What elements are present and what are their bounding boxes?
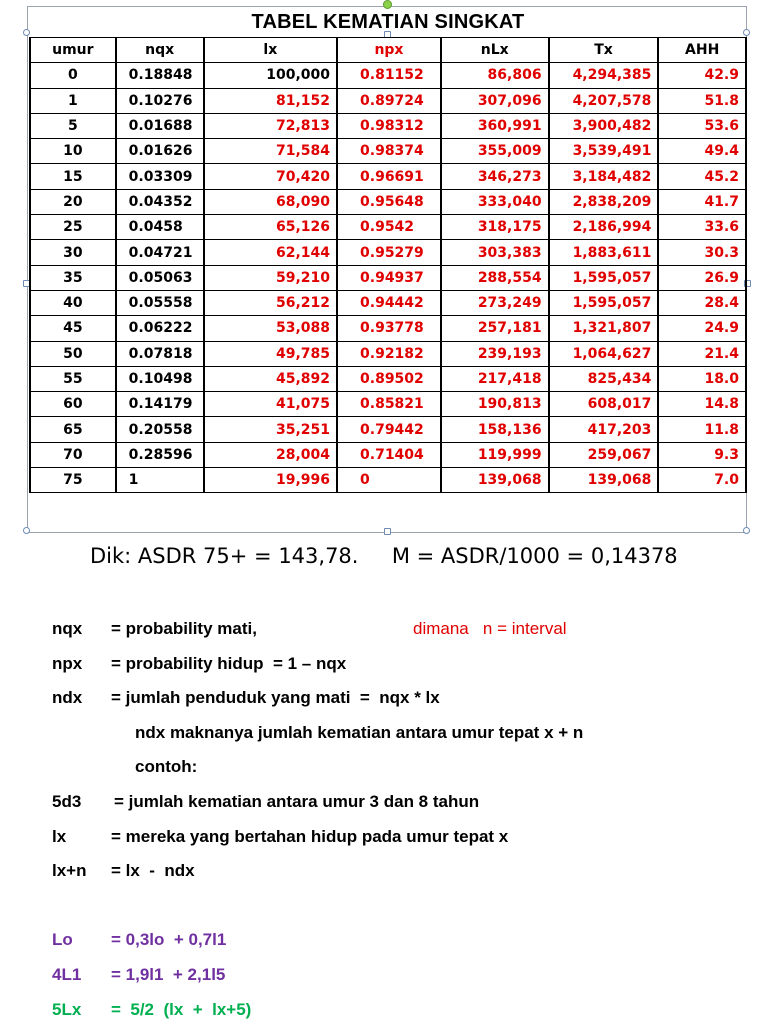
table-cell-tx: 825,434 bbox=[549, 366, 659, 391]
table-cell-umur: 45 bbox=[30, 316, 116, 341]
table-cell-umur: 40 bbox=[30, 290, 116, 315]
table-cell-nlx: 139,068 bbox=[441, 468, 549, 493]
table-cell-ahh: 51.8 bbox=[658, 88, 746, 113]
table-cell-nlx: 119,999 bbox=[441, 442, 549, 467]
table-cell-tx: 4,294,385 bbox=[549, 63, 659, 88]
rotate-handle[interactable] bbox=[383, 0, 392, 9]
table-cell-umur: 1 bbox=[30, 88, 116, 113]
table-cell-npx: 0.98312 bbox=[337, 113, 441, 138]
term: npx bbox=[52, 653, 83, 673]
table-cell-nqx: 0.04352 bbox=[116, 189, 204, 214]
table-cell-umur: 15 bbox=[30, 164, 116, 189]
term: 5Lx bbox=[52, 999, 82, 1019]
table-cell-ahh: 18.0 bbox=[658, 366, 746, 391]
table-cell-nlx: 355,009 bbox=[441, 139, 549, 164]
table-cell-nqx: 0.05063 bbox=[116, 265, 204, 290]
table-cell-umur: 5 bbox=[30, 113, 116, 138]
table-cell-lx: 28,004 bbox=[204, 442, 337, 467]
resize-handle-bottom-left[interactable] bbox=[23, 527, 30, 534]
table-cell-nqx: 0.28596 bbox=[116, 442, 204, 467]
table-row bbox=[30, 113, 746, 138]
table-cell-nqx: 0.14179 bbox=[116, 392, 204, 417]
equation: = probability hidup = 1 – nqx bbox=[111, 653, 347, 673]
table-cell-lx: 70,420 bbox=[204, 164, 337, 189]
text: contoh: bbox=[135, 757, 198, 777]
table-cell-tx: 4,207,578 bbox=[549, 88, 659, 113]
table-cell-nlx: 217,418 bbox=[441, 366, 549, 391]
table-header-row bbox=[30, 38, 746, 63]
table-cell-nlx: 360,991 bbox=[441, 113, 549, 138]
table-title: TABEL KEMATIAN SINGKAT bbox=[251, 11, 525, 33]
table-cell-nlx: 86,806 bbox=[441, 63, 549, 88]
table-cell-lx: 41,075 bbox=[204, 392, 337, 417]
table-cell-lx: 72,813 bbox=[204, 113, 337, 138]
table-cell-nlx: 257,181 bbox=[441, 316, 549, 341]
equation: = jumlah penduduk yang mati = nqx * lx bbox=[111, 688, 440, 708]
table-cell-ahh: 7.0 bbox=[658, 468, 746, 493]
table-cell-umur: 65 bbox=[30, 417, 116, 442]
table-cell-umur: 60 bbox=[30, 392, 116, 417]
table-cell-nlx: 333,040 bbox=[441, 189, 549, 214]
table-cell-npx: 0.94442 bbox=[337, 290, 441, 315]
table-cell-umur: 30 bbox=[30, 240, 116, 265]
table-cell-nqx: 0.10276 bbox=[116, 88, 204, 113]
table-cell-nqx: 0.07818 bbox=[116, 341, 204, 366]
table-row bbox=[30, 88, 746, 113]
table-cell-tx: 259,067 bbox=[549, 442, 659, 467]
table-row bbox=[30, 240, 746, 265]
table-cell-npx: 0.95648 bbox=[337, 189, 441, 214]
table-cell-lx: 71,584 bbox=[204, 139, 337, 164]
table-cell-nlx: 303,383 bbox=[441, 240, 549, 265]
table-cell-lx: 68,090 bbox=[204, 189, 337, 214]
term: 4L1 bbox=[52, 964, 82, 984]
table-cell-ahh: 26.9 bbox=[658, 265, 746, 290]
table-cell-lx: 56,212 bbox=[204, 290, 337, 315]
table-cell-ahh: 21.4 bbox=[658, 341, 746, 366]
table-cell-ahh: 45.2 bbox=[658, 164, 746, 189]
table-row bbox=[30, 290, 746, 315]
table-cell-npx: 0.9542 bbox=[337, 215, 441, 240]
table-cell-tx: 417,203 bbox=[549, 417, 659, 442]
table-cell-tx: 1,883,611 bbox=[549, 240, 659, 265]
table-cell-npx: 0.98374 bbox=[337, 139, 441, 164]
term: 5d3 bbox=[52, 791, 82, 811]
table-cell-lx: 81,152 bbox=[204, 88, 337, 113]
header-umur: umur bbox=[30, 38, 116, 63]
equation: = probability mati, bbox=[111, 619, 257, 638]
table-cell-lx: 19,996 bbox=[204, 468, 337, 493]
table-cell-lx: 49,785 bbox=[204, 341, 337, 366]
table-cell-ahh: 14.8 bbox=[658, 392, 746, 417]
table-cell-tx: 3,539,491 bbox=[549, 139, 659, 164]
table-cell-npx: 0.89724 bbox=[337, 88, 441, 113]
table-cell-ahh: 24.9 bbox=[658, 316, 746, 341]
table-cell-ahh: 53.6 bbox=[658, 113, 746, 138]
table-cell-lx: 35,251 bbox=[204, 417, 337, 442]
table-row bbox=[30, 316, 746, 341]
table-cell-tx: 2,186,994 bbox=[549, 215, 659, 240]
table-cell-npx: 0.94937 bbox=[337, 265, 441, 290]
header-npx: npx bbox=[337, 38, 441, 63]
equation: = lx - ndx bbox=[111, 861, 195, 881]
table-cell-lx: 59,210 bbox=[204, 265, 337, 290]
equation: = jumlah kematian antara umur 3 dan 8 tahun bbox=[114, 791, 480, 811]
table-cell-nqx: 1 bbox=[116, 468, 204, 493]
table-cell-umur: 20 bbox=[30, 189, 116, 214]
table-cell-ahh: 30.3 bbox=[658, 240, 746, 265]
header-ahh: AHH bbox=[658, 38, 746, 63]
table-cell-umur: 10 bbox=[30, 139, 116, 164]
table-row bbox=[30, 265, 746, 290]
header-tx: Tx bbox=[549, 38, 659, 63]
table-cell-ahh: 41.7 bbox=[658, 189, 746, 214]
table-cell-nqx: 0.01626 bbox=[116, 139, 204, 164]
equation: = 0,3lo + 0,7l1 bbox=[111, 930, 227, 950]
table-row bbox=[30, 341, 746, 366]
table-cell-nqx: 0.20558 bbox=[116, 417, 204, 442]
table-row bbox=[30, 139, 746, 164]
table-cell-umur: 25 bbox=[30, 215, 116, 240]
table-cell-lx: 100,000 bbox=[204, 63, 337, 88]
table-cell-umur: 0 bbox=[30, 63, 116, 88]
table-cell-nlx: 346,273 bbox=[441, 164, 549, 189]
table-cell-nqx: 0.05558 bbox=[116, 290, 204, 315]
table-cell-umur: 35 bbox=[30, 265, 116, 290]
table-cell-nlx: 273,249 bbox=[441, 290, 549, 315]
term: nqx bbox=[52, 619, 83, 638]
header-nlx: nLx bbox=[441, 38, 549, 63]
table-cell-ahh: 42.9 bbox=[658, 63, 746, 88]
table-cell-nqx: 0.03309 bbox=[116, 164, 204, 189]
table-cell-npx: 0 bbox=[337, 468, 441, 493]
table-row bbox=[30, 442, 746, 467]
table-row bbox=[30, 392, 746, 417]
table-cell-ahh: 49.4 bbox=[658, 139, 746, 164]
term: Lo bbox=[52, 930, 73, 950]
term: lx bbox=[52, 826, 67, 846]
table-cell-nlx: 288,554 bbox=[441, 265, 549, 290]
table-cell-tx: 1,064,627 bbox=[549, 341, 659, 366]
table-cell-umur: 75 bbox=[30, 468, 116, 493]
header-lx: lx bbox=[204, 38, 337, 63]
table-row bbox=[30, 417, 746, 442]
table-cell-npx: 0.96691 bbox=[337, 164, 441, 189]
table-cell-ahh: 9.3 bbox=[658, 442, 746, 467]
table-cell-nlx: 318,175 bbox=[441, 215, 549, 240]
equation: = 1,9l1 + 2,1l5 bbox=[111, 964, 226, 984]
note: dimana n = interval bbox=[413, 619, 567, 638]
table-cell-tx: 1,321,807 bbox=[549, 316, 659, 341]
given-statement: Dik: ASDR 75+ = 143,78. M = ASDR/1000 = 0,14378 bbox=[90, 544, 678, 568]
equation: = mereka yang bertahan hidup pada umur tepat x bbox=[111, 826, 509, 846]
table-cell-nqx: 0.0458 bbox=[116, 215, 204, 240]
table-cell-nlx: 158,136 bbox=[441, 417, 549, 442]
term: ndx bbox=[52, 688, 83, 708]
table-cell-nlx: 190,813 bbox=[441, 392, 549, 417]
table-cell-npx: 0.92182 bbox=[337, 341, 441, 366]
header-nqx: nqx bbox=[116, 38, 204, 63]
table-cell-npx: 0.79442 bbox=[337, 417, 441, 442]
table-row bbox=[30, 189, 746, 214]
table-cell-tx: 3,184,482 bbox=[549, 164, 659, 189]
table-row bbox=[30, 468, 746, 493]
table-cell-tx: 2,838,209 bbox=[549, 189, 659, 214]
table-cell-lx: 65,126 bbox=[204, 215, 337, 240]
table-cell-npx: 0.95279 bbox=[337, 240, 441, 265]
table-cell-lx: 45,892 bbox=[204, 366, 337, 391]
table-row bbox=[30, 215, 746, 240]
table-cell-npx: 0.89502 bbox=[337, 366, 441, 391]
resize-handle-bottom-right[interactable] bbox=[743, 527, 750, 534]
table-cell-tx: 608,017 bbox=[549, 392, 659, 417]
table-cell-lx: 53,088 bbox=[204, 316, 337, 341]
table-cell-tx: 139,068 bbox=[549, 468, 659, 493]
table-cell-ahh: 28.4 bbox=[658, 290, 746, 315]
life-table bbox=[29, 37, 747, 493]
table-row bbox=[30, 63, 746, 88]
table-cell-nqx: 0.04721 bbox=[116, 240, 204, 265]
table-cell-tx: 3,900,482 bbox=[549, 113, 659, 138]
table-cell-lx: 62,144 bbox=[204, 240, 337, 265]
table-cell-nqx: 0.10498 bbox=[116, 366, 204, 391]
table-cell-nqx: 0.18848 bbox=[116, 63, 204, 88]
equation: = 5/2 (lx + lx+5) bbox=[111, 999, 252, 1019]
table-cell-tx: 1,595,057 bbox=[549, 290, 659, 315]
table-cell-tx: 1,595,057 bbox=[549, 265, 659, 290]
table-cell-umur: 50 bbox=[30, 341, 116, 366]
term: lx+n bbox=[52, 861, 87, 881]
resize-handle-bottom[interactable] bbox=[384, 528, 391, 535]
table-cell-nqx: 0.01688 bbox=[116, 113, 204, 138]
table-row bbox=[30, 366, 746, 391]
table-cell-npx: 0.85821 bbox=[337, 392, 441, 417]
table-cell-npx: 0.81152 bbox=[337, 63, 441, 88]
table-cell-umur: 70 bbox=[30, 442, 116, 467]
table-cell-nlx: 239,193 bbox=[441, 341, 549, 366]
table-cell-umur: 55 bbox=[30, 366, 116, 391]
table-cell-ahh: 33.6 bbox=[658, 215, 746, 240]
table-cell-nlx: 307,096 bbox=[441, 88, 549, 113]
table-cell-npx: 0.93778 bbox=[337, 316, 441, 341]
table-cell-ahh: 11.8 bbox=[658, 417, 746, 442]
text: ndx maknanya jumlah kematian antara umur tepat x + n bbox=[135, 722, 584, 742]
table-cell-npx: 0.71404 bbox=[337, 442, 441, 467]
table-row bbox=[30, 164, 746, 189]
table-cell-nqx: 0.06222 bbox=[116, 316, 204, 341]
